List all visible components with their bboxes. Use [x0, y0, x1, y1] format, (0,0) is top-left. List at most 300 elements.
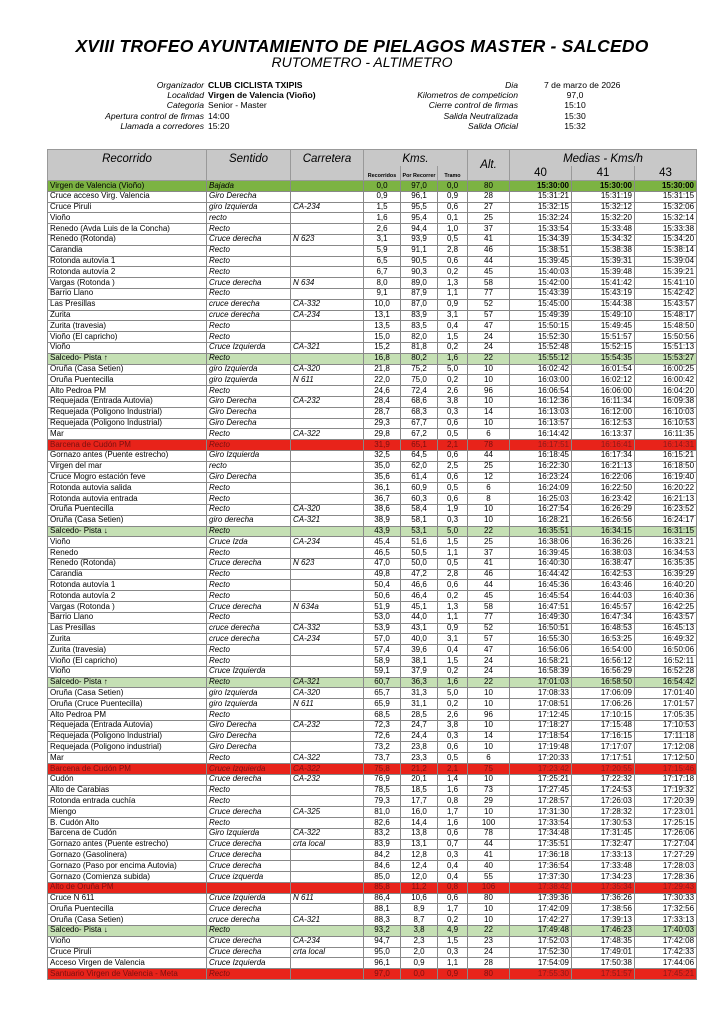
altitud-cell: 28 — [468, 191, 510, 202]
km-por-recorrer-cell: 12,8 — [401, 850, 438, 861]
km-recorridos-cell: 72,6 — [364, 731, 401, 742]
carretera-cell — [291, 332, 364, 343]
carretera-cell — [291, 245, 364, 256]
organizador-value: CLUB CICLISTA TXIPIS — [208, 80, 303, 90]
km-por-recorrer-cell: 0,9 — [401, 958, 438, 969]
time-43-cell: 16:10:53 — [635, 418, 697, 429]
time-40-cell: 15:33:54 — [510, 224, 572, 235]
time-43-cell: 16:21:13 — [635, 494, 697, 505]
table-row — [48, 278, 697, 289]
km-recorridos-cell: 72,3 — [364, 720, 401, 731]
altitud-cell: 57 — [468, 310, 510, 321]
carretera-cell — [291, 288, 364, 299]
time-40-cell: 17:20:33 — [510, 753, 572, 764]
recorrido-cell: Rotonda entrada cuchía — [48, 796, 207, 807]
km-por-recorrer-cell: 81,8 — [401, 342, 438, 353]
altitud-cell: 6 — [468, 753, 510, 764]
time-43-cell: 16:40:20 — [635, 580, 697, 591]
carretera-cell: CA-332 — [291, 299, 364, 310]
table-row — [48, 591, 697, 602]
km-por-recorrer-cell: 23,8 — [401, 742, 438, 753]
km-tramo-cell: 3,1 — [438, 634, 468, 645]
sentido-cell: Cruce derecha — [207, 861, 291, 872]
altitud-cell: 58 — [468, 602, 510, 613]
km-tramo-cell: 0,6 — [438, 450, 468, 461]
time-40-cell: 17:52:03 — [510, 936, 572, 947]
km-tramo-cell: 1,5 — [438, 537, 468, 548]
time-40-cell: 17:27:45 — [510, 785, 572, 796]
km-por-recorrer-cell: 12,0 — [401, 872, 438, 883]
km-tramo-cell: 0,5 — [438, 753, 468, 764]
time-41-cell: 17:28:32 — [572, 807, 635, 818]
time-41-cell: 15:30:00 — [572, 181, 635, 192]
km-por-recorrer-cell: 20,1 — [401, 774, 438, 785]
recorrido-cell: Virgen del mar — [48, 461, 207, 472]
km-por-recorrer-cell: 83,9 — [401, 310, 438, 321]
time-43-cell: 16:52:11 — [635, 656, 697, 667]
km-recorridos-cell: 5,9 — [364, 245, 401, 256]
table-row — [48, 450, 697, 461]
carretera-cell: CA-321 — [291, 342, 364, 353]
table-row — [48, 483, 697, 494]
time-43-cell: 17:32:56 — [635, 904, 697, 915]
recorrido-cell: Carandia — [48, 245, 207, 256]
km-por-recorrer-cell: 8,9 — [401, 904, 438, 915]
km-tramo-cell: 2,8 — [438, 245, 468, 256]
km-tramo-cell: 2,6 — [438, 386, 468, 397]
time-40-cell: 16:44:42 — [510, 569, 572, 580]
table-row — [48, 742, 697, 753]
altitud-cell: 27 — [468, 202, 510, 213]
recorrido-cell: Barrio Llano — [48, 288, 207, 299]
time-43-cell: 16:11:35 — [635, 429, 697, 440]
time-41-cell: 17:10:15 — [572, 710, 635, 721]
km-por-recorrer-cell: 75,2 — [401, 364, 438, 375]
km-recorridos-cell: 35,0 — [364, 461, 401, 472]
time-40-cell: 15:31:21 — [510, 191, 572, 202]
altitud-cell: 73 — [468, 785, 510, 796]
carretera-cell — [291, 450, 364, 461]
altitud-cell: 6 — [468, 429, 510, 440]
kms-value: 97,0 — [566, 90, 584, 101]
time-41-cell: 17:24:53 — [572, 785, 635, 796]
carretera-cell — [291, 969, 364, 980]
km-tramo-cell: 0,6 — [438, 418, 468, 429]
table-row — [48, 440, 697, 451]
km-tramo-cell: 1,1 — [438, 548, 468, 559]
time-43-cell: 16:33:21 — [635, 537, 697, 548]
km-recorridos-cell: 53,9 — [364, 623, 401, 634]
time-41-cell: 16:02:12 — [572, 375, 635, 386]
carretera-cell: CA-234 — [291, 634, 364, 645]
time-40-cell: 16:45:54 — [510, 591, 572, 602]
time-41-cell: 16:34:15 — [572, 526, 635, 537]
time-43-cell: 17:17:18 — [635, 774, 697, 785]
time-40-cell: 15:40:03 — [510, 267, 572, 278]
km-recorridos-cell: 68,5 — [364, 710, 401, 721]
time-43-cell: 16:14:31 — [635, 440, 697, 451]
time-41-cell: 17:38:56 — [572, 904, 635, 915]
km-recorridos-cell: 65,9 — [364, 699, 401, 710]
km-por-recorrer-cell: 18,5 — [401, 785, 438, 796]
time-43-cell: 15:32:06 — [635, 202, 697, 213]
table-row — [48, 429, 697, 440]
altitud-cell: 75 — [468, 764, 510, 775]
info-label: Salida Neutralizada — [443, 110, 518, 121]
time-40-cell: 17:37:30 — [510, 872, 572, 883]
km-tramo-cell: 1,7 — [438, 807, 468, 818]
sentido-cell: Recto — [207, 591, 291, 602]
time-40-cell: 17:52:30 — [510, 947, 572, 958]
time-40-cell: 15:49:39 — [510, 310, 572, 321]
time-41-cell: 17:06:09 — [572, 688, 635, 699]
carretera-cell — [291, 418, 364, 429]
sentido-cell: recto — [207, 461, 291, 472]
time-40-cell: 15:52:48 — [510, 342, 572, 353]
time-41-cell: 16:11:34 — [572, 396, 635, 407]
sentido-cell: Recto — [207, 818, 291, 829]
table-row — [48, 396, 697, 407]
sentido-cell: Recto — [207, 796, 291, 807]
km-recorridos-cell: 75,8 — [364, 764, 401, 775]
altitud-cell: 96 — [468, 386, 510, 397]
recorrido-cell: Gornazo (Comienza subida) — [48, 872, 207, 883]
altitud-cell: 46 — [468, 569, 510, 580]
recorrido-cell: Carandia — [48, 569, 207, 580]
sentido-cell: Recto — [207, 321, 291, 332]
table-row — [48, 915, 697, 926]
km-tramo-cell: 2,1 — [438, 440, 468, 451]
neutralizada-value: 15:30 — [564, 110, 586, 121]
km-por-recorrer-cell: 51,6 — [401, 537, 438, 548]
sentido-cell: Recto — [207, 569, 291, 580]
km-recorridos-cell: 95,0 — [364, 947, 401, 958]
carretera-cell: CA-232 — [291, 720, 364, 731]
km-tramo-cell: 2,8 — [438, 569, 468, 580]
time-43-cell: 16:52:28 — [635, 666, 697, 677]
carretera-cell — [291, 267, 364, 278]
km-recorridos-cell: 84,2 — [364, 850, 401, 861]
table-row — [48, 947, 697, 958]
km-recorridos-cell: 94,7 — [364, 936, 401, 947]
time-40-cell: 17:18:27 — [510, 720, 572, 731]
time-41-cell: 15:51:57 — [572, 332, 635, 343]
altitud-cell: 25 — [468, 461, 510, 472]
km-por-recorrer-cell: 94,4 — [401, 224, 438, 235]
time-43-cell: 15:39:21 — [635, 267, 697, 278]
sentido-cell: Recto — [207, 386, 291, 397]
table-row — [48, 213, 697, 224]
km-tramo-cell: 3,8 — [438, 396, 468, 407]
time-40-cell: 16:39:45 — [510, 548, 572, 559]
info-label: Dia — [505, 80, 518, 90]
time-43-cell: 16:09:38 — [635, 396, 697, 407]
time-43-cell: 17:45:21 — [635, 969, 697, 980]
km-tramo-cell: 0,3 — [438, 947, 468, 958]
sentido-cell: Giro Derecha — [207, 191, 291, 202]
recorrido-cell: Cudón — [48, 774, 207, 785]
time-43-cell: 17:27:04 — [635, 839, 697, 850]
table-row — [48, 677, 697, 688]
sentido-cell: Cruce derecha — [207, 936, 291, 947]
km-recorridos-cell: 36,1 — [364, 483, 401, 494]
km-recorridos-cell: 29,8 — [364, 429, 401, 440]
altitud-cell: 44 — [468, 256, 510, 267]
time-43-cell: 16:18:50 — [635, 461, 697, 472]
table-row — [48, 375, 697, 386]
km-por-recorrer-cell: 50,5 — [401, 548, 438, 559]
time-41-cell: 16:17:34 — [572, 450, 635, 461]
km-tramo-cell: 4,9 — [438, 925, 468, 936]
header-recorridos: Recorridos — [364, 166, 401, 181]
time-41-cell: 15:34:32 — [572, 234, 635, 245]
time-41-cell: 16:44:03 — [572, 591, 635, 602]
km-tramo-cell: 0,5 — [438, 483, 468, 494]
table-row — [48, 602, 697, 613]
time-40-cell: 15:39:45 — [510, 256, 572, 267]
carretera-cell: CA-321 — [291, 677, 364, 688]
recorrido-cell: Vioño — [48, 213, 207, 224]
km-recorridos-cell: 28,7 — [364, 407, 401, 418]
km-tramo-cell: 1,5 — [438, 332, 468, 343]
table-row — [48, 288, 697, 299]
km-recorridos-cell: 29,3 — [364, 418, 401, 429]
table-row — [48, 472, 697, 483]
table-row — [48, 245, 697, 256]
km-recorridos-cell: 46,5 — [364, 548, 401, 559]
carretera-cell — [291, 407, 364, 418]
recorrido-cell: Mar — [48, 753, 207, 764]
time-41-cell: 16:13:37 — [572, 429, 635, 440]
km-por-recorrer-cell: 50,0 — [401, 558, 438, 569]
time-41-cell: 15:41:42 — [572, 278, 635, 289]
sentido-cell: Giro Derecha — [207, 472, 291, 483]
time-41-cell: 16:12:53 — [572, 418, 635, 429]
table-row — [48, 321, 697, 332]
time-41-cell: 15:32:20 — [572, 213, 635, 224]
time-40-cell: 17:35:51 — [510, 839, 572, 850]
altitud-cell: 96 — [468, 710, 510, 721]
time-41-cell: 15:39:31 — [572, 256, 635, 267]
table-row — [48, 299, 697, 310]
time-40-cell: 16:27:54 — [510, 504, 572, 515]
time-43-cell: 17:25:15 — [635, 818, 697, 829]
km-tramo-cell: 0,6 — [438, 893, 468, 904]
km-recorridos-cell: 50,4 — [364, 580, 401, 591]
time-40-cell: 17:42:09 — [510, 904, 572, 915]
localidad-value: Virgen de Valencia (Vioño) — [208, 90, 316, 101]
header-medias: Medias - Kms/h — [510, 150, 697, 167]
km-por-recorrer-cell: 45,1 — [401, 602, 438, 613]
altitud-cell: 44 — [468, 580, 510, 591]
km-recorridos-cell: 73,7 — [364, 753, 401, 764]
km-tramo-cell: 2,1 — [438, 764, 468, 775]
carretera-cell — [291, 850, 364, 861]
time-43-cell: 16:23:52 — [635, 504, 697, 515]
time-40-cell: 17:25:21 — [510, 774, 572, 785]
table-row — [48, 548, 697, 559]
km-por-recorrer-cell: 8,7 — [401, 915, 438, 926]
km-por-recorrer-cell: 31,3 — [401, 688, 438, 699]
km-por-recorrer-cell: 46,6 — [401, 580, 438, 591]
sentido-cell: cruce derecha — [207, 310, 291, 321]
sentido-cell: Recto — [207, 710, 291, 721]
route-table-body — [48, 181, 697, 980]
table-row — [48, 861, 697, 872]
altitud-cell: 52 — [468, 299, 510, 310]
header-speed-43: 43 — [635, 166, 697, 181]
km-por-recorrer-cell: 83,5 — [401, 321, 438, 332]
table-row — [48, 353, 697, 364]
time-40-cell: 16:49:30 — [510, 612, 572, 623]
recorrido-cell: Cruce Piruli — [48, 202, 207, 213]
km-recorridos-cell: 57,4 — [364, 645, 401, 656]
carretera-cell — [291, 256, 364, 267]
sentido-cell: Cruce Izda — [207, 537, 291, 548]
table-row — [48, 688, 697, 699]
km-recorridos-cell: 32,5 — [364, 450, 401, 461]
altitud-cell: 41 — [468, 850, 510, 861]
table-row — [48, 936, 697, 947]
table-row — [48, 753, 697, 764]
km-recorridos-cell: 3,1 — [364, 234, 401, 245]
time-41-cell: 16:38:47 — [572, 558, 635, 569]
sentido-cell: Recto — [207, 494, 291, 505]
carretera-cell: N 634 — [291, 278, 364, 289]
km-tramo-cell: 0,6 — [438, 202, 468, 213]
km-por-recorrer-cell: 47,2 — [401, 569, 438, 580]
time-43-cell: 17:19:32 — [635, 785, 697, 796]
altitud-cell: 41 — [468, 558, 510, 569]
km-recorridos-cell: 57,0 — [364, 634, 401, 645]
recorrido-cell: Barcena de Cudón PM — [48, 440, 207, 451]
time-41-cell: 15:52:15 — [572, 342, 635, 353]
recorrido-cell: Rotonda autovia entrada — [48, 494, 207, 505]
km-por-recorrer-cell: 13,8 — [401, 828, 438, 839]
table-row — [48, 656, 697, 667]
table-row — [48, 807, 697, 818]
carretera-cell — [291, 548, 364, 559]
time-40-cell: 17:12:45 — [510, 710, 572, 721]
altitud-cell: 44 — [468, 450, 510, 461]
time-40-cell: 16:24:09 — [510, 483, 572, 494]
time-41-cell: 15:32:12 — [572, 202, 635, 213]
time-43-cell: 17:42:33 — [635, 947, 697, 958]
km-tramo-cell: 0,2 — [438, 591, 468, 602]
carretera-cell — [291, 818, 364, 829]
km-por-recorrer-cell: 37,9 — [401, 666, 438, 677]
altitud-cell: 10 — [468, 720, 510, 731]
sentido-cell: Recto — [207, 645, 291, 656]
altitud-cell: 12 — [468, 472, 510, 483]
km-tramo-cell: 0,8 — [438, 882, 468, 893]
km-tramo-cell: 1,9 — [438, 504, 468, 515]
altitud-cell: 45 — [468, 267, 510, 278]
time-40-cell: 15:43:39 — [510, 288, 572, 299]
altitud-cell: 8 — [468, 494, 510, 505]
time-40-cell: 15:45:00 — [510, 299, 572, 310]
carretera-cell — [291, 666, 364, 677]
header-recorrido: Recorrido — [48, 150, 207, 167]
table-row — [48, 504, 697, 515]
time-43-cell: 15:31:15 — [635, 191, 697, 202]
km-tramo-cell: 1,5 — [438, 936, 468, 947]
carretera-cell: CA-234 — [291, 310, 364, 321]
altitud-cell: 22 — [468, 526, 510, 537]
time-43-cell: 17:20:39 — [635, 796, 697, 807]
km-por-recorrer-cell: 75,0 — [401, 375, 438, 386]
km-tramo-cell: 0,4 — [438, 872, 468, 883]
carretera-cell — [291, 213, 364, 224]
recorrido-cell: Zurita — [48, 634, 207, 645]
km-por-recorrer-cell: 89,0 — [401, 278, 438, 289]
time-43-cell: 17:33:13 — [635, 915, 697, 926]
km-tramo-cell: 1,3 — [438, 278, 468, 289]
time-41-cell: 17:32:47 — [572, 839, 635, 850]
carretera-cell — [291, 612, 364, 623]
time-40-cell: 17:49:48 — [510, 925, 572, 936]
time-43-cell: 15:30:00 — [635, 181, 697, 192]
altitud-cell: 24 — [468, 656, 510, 667]
km-por-recorrer-cell: 14,4 — [401, 818, 438, 829]
time-43-cell: 16:35:35 — [635, 558, 697, 569]
recorrido-cell: Alto de Carabias — [48, 785, 207, 796]
km-recorridos-cell: 15,0 — [364, 332, 401, 343]
info-left-labels — [60, 80, 204, 131]
sentido-cell: Recto — [207, 753, 291, 764]
km-recorridos-cell: 28,4 — [364, 396, 401, 407]
sentido-cell: Recto — [207, 656, 291, 667]
sentido-cell: giro derecha — [207, 515, 291, 526]
time-41-cell: 15:49:10 — [572, 310, 635, 321]
sentido-cell: Recto — [207, 526, 291, 537]
km-recorridos-cell: 0,0 — [364, 181, 401, 192]
table-row — [48, 925, 697, 936]
sentido-cell: cruce derecha — [207, 623, 291, 634]
info-label: Apertura control de firmas — [105, 110, 204, 121]
carretera-cell — [291, 191, 364, 202]
recorrido-cell: Requejada (Entrada Autovia) — [48, 720, 207, 731]
table-row — [48, 332, 697, 343]
time-40-cell: 15:32:24 — [510, 213, 572, 224]
recorrido-cell: Rotonda autovía 1 — [48, 580, 207, 591]
time-41-cell: 16:16:41 — [572, 440, 635, 451]
km-por-recorrer-cell: 87,9 — [401, 288, 438, 299]
recorrido-cell: Requejada (Poligono Industrial) — [48, 418, 207, 429]
recorrido-cell: Salcedo- Pista ↓ — [48, 925, 207, 936]
time-41-cell: 16:43:46 — [572, 580, 635, 591]
header-kms: Kms. — [364, 150, 468, 167]
llamada-value: 15:20 — [208, 120, 230, 131]
km-tramo-cell: 5,0 — [438, 364, 468, 375]
sentido-cell — [207, 882, 291, 893]
km-tramo-cell: 1,7 — [438, 904, 468, 915]
km-por-recorrer-cell: 10,6 — [401, 893, 438, 904]
recorrido-cell: Santuario Virgen de Valencia - Meta — [48, 969, 207, 980]
km-por-recorrer-cell: 67,2 — [401, 429, 438, 440]
time-40-cell: 15:32:15 — [510, 202, 572, 213]
recorrido-cell: Oruña Puentecilla — [48, 904, 207, 915]
carretera-cell — [291, 872, 364, 883]
km-tramo-cell: 0,6 — [438, 580, 468, 591]
table-row — [48, 612, 697, 623]
altitud-cell: 52 — [468, 623, 510, 634]
km-tramo-cell: 1,6 — [438, 818, 468, 829]
km-por-recorrer-cell: 60,3 — [401, 494, 438, 505]
table-row — [48, 191, 697, 202]
time-41-cell: 17:06:26 — [572, 699, 635, 710]
altitud-cell: 10 — [468, 774, 510, 785]
